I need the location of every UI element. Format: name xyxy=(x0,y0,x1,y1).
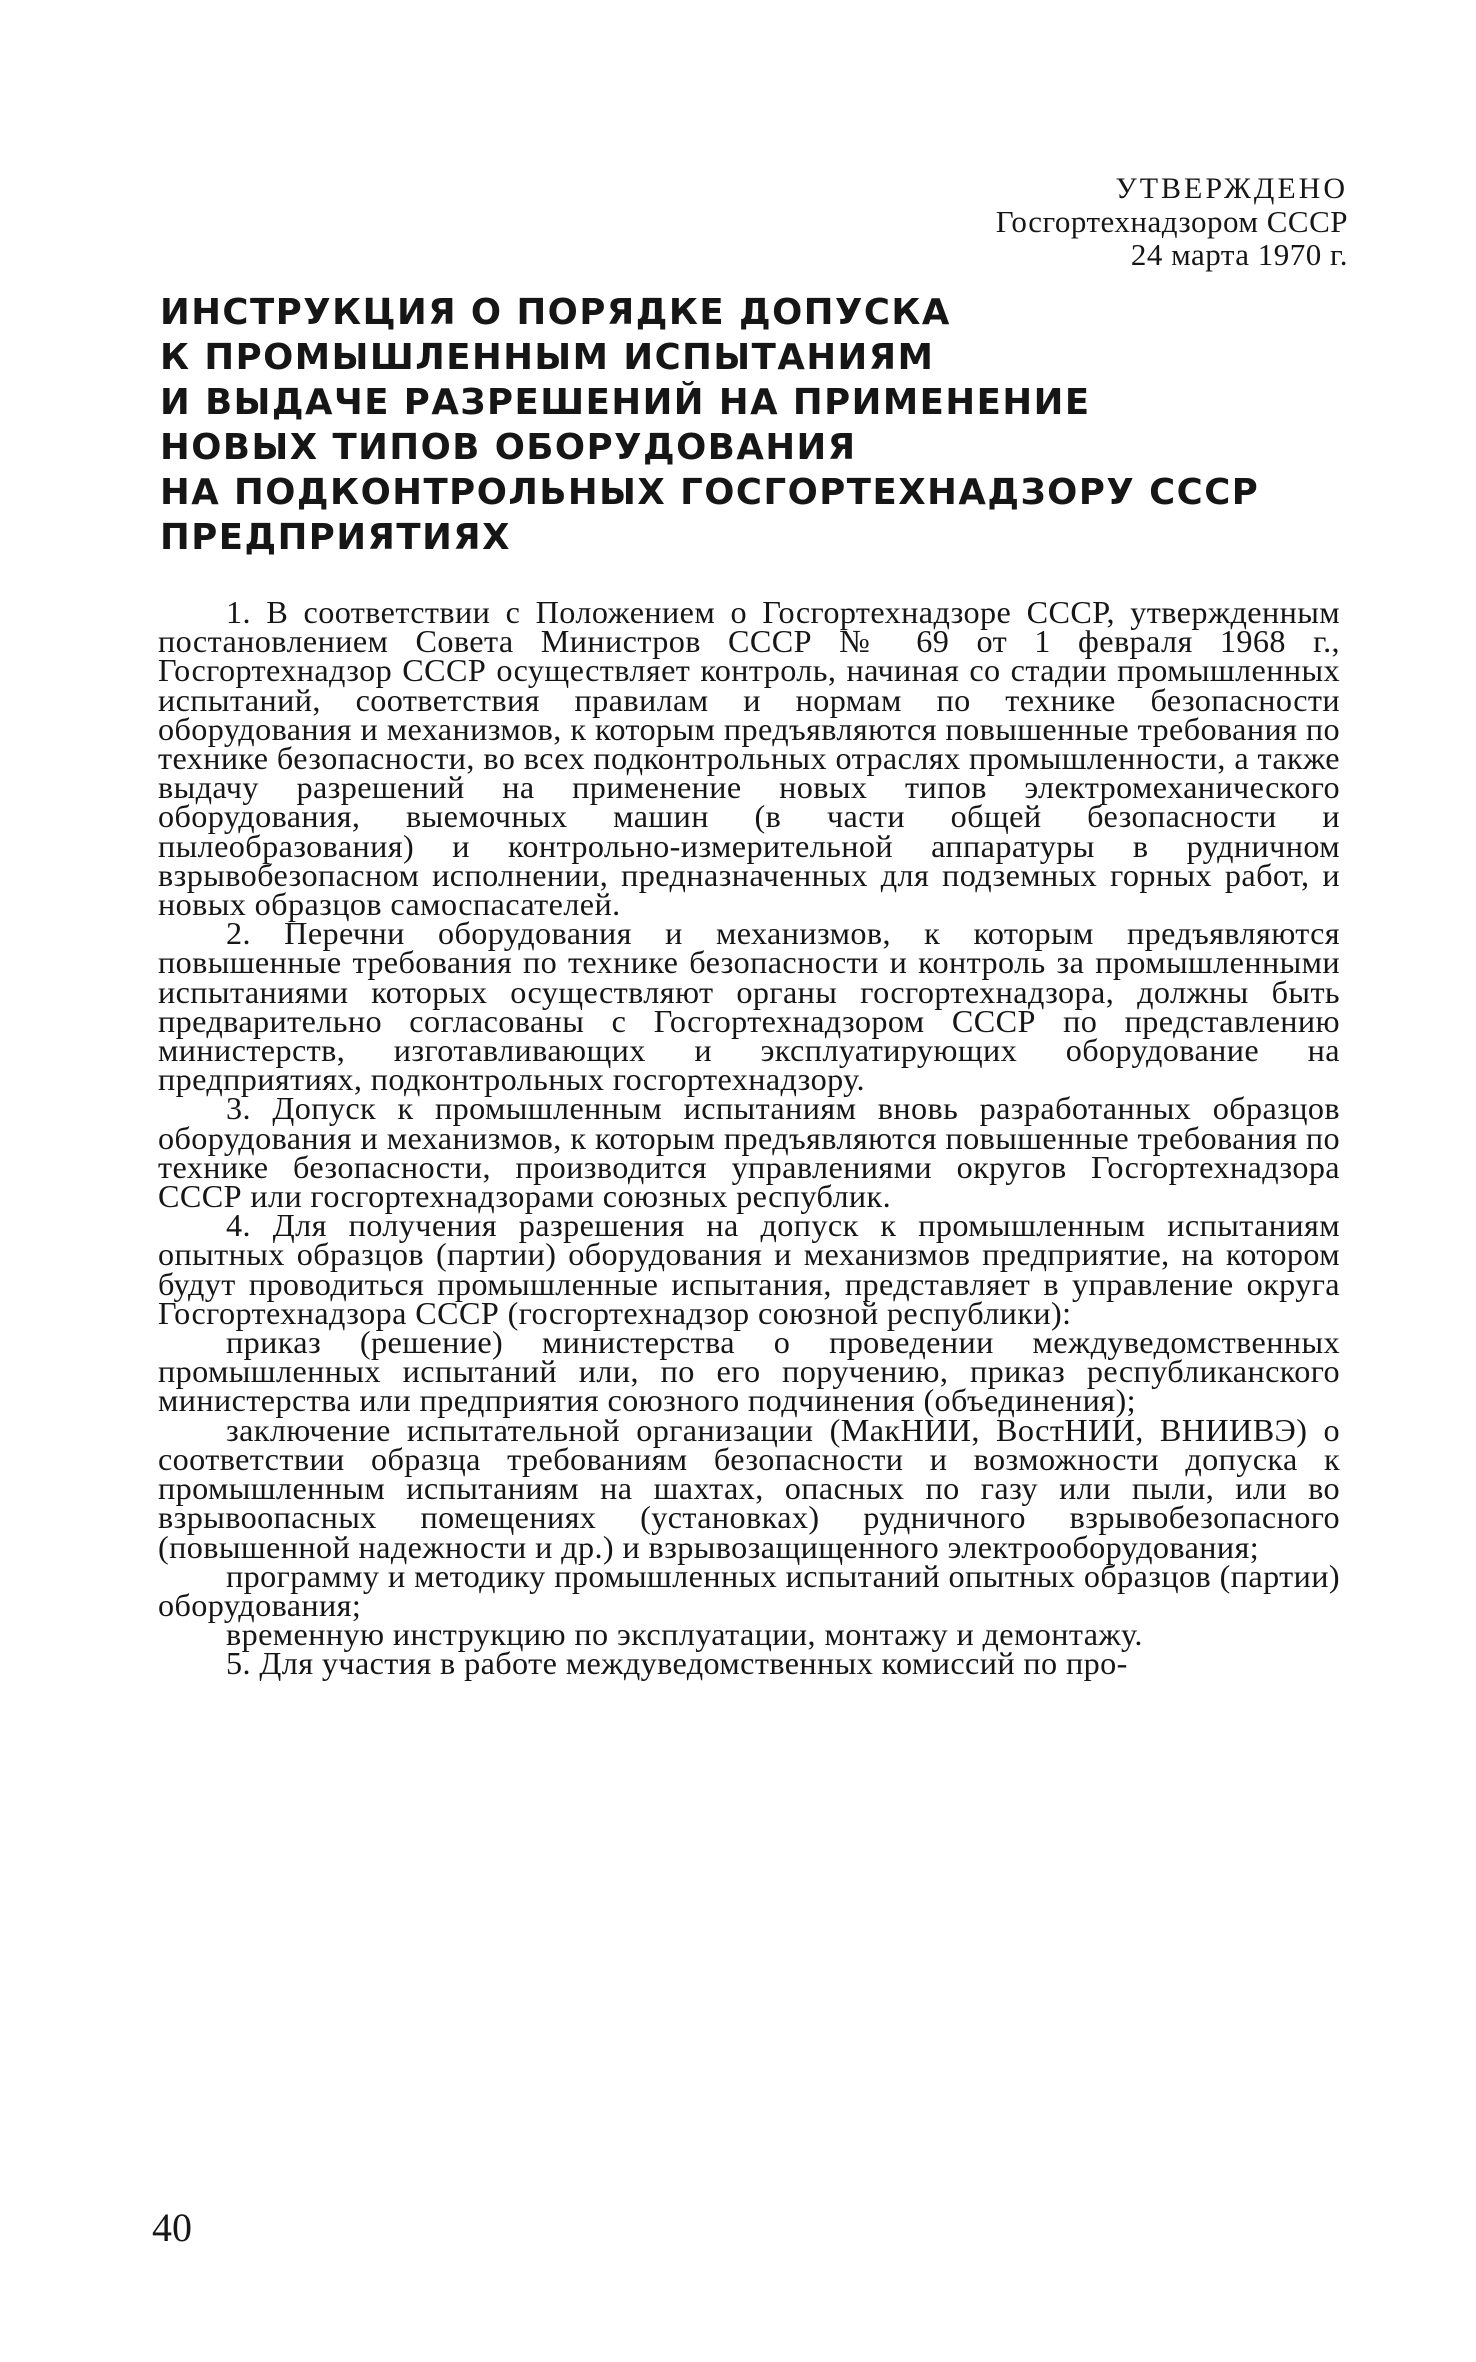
paragraph-1: 1. В соответствии с Положением о Госгортехнадзоре СССР, утвержденным постановлением Совета Министров СССР № 69 от 1 февраля 1968 г., Госгортехнадзор СССР осуществляет контроль, начиная со стадии промышленных испытаний, соответствия правилам и нормам по технике безопасности оборудования и механизмов, к которым предъявляются повышенные требования по технике безопасности, во всех подконтрольных отраслях промышленности, а также выдачу разрешений на применение новых типов электромеханического оборудования, выемочных машин (в части общей безопасности и пылеобразования) и контрольно-измерительной аппаратуры в рудничном взрывобезопасном исполнении, предназначенных для подземных горных работ, и новых образцов самоспасателей. xyxy=(158,594,1340,923)
title-line: НА ПОДКОНТРОЛЬНЫХ ГОСГОРТЕХНАДЗОРУ СССР xyxy=(160,472,1260,513)
title-line: ИНСТРУКЦИЯ О ПОРЯДКЕ ДОПУСКА xyxy=(160,292,951,333)
title-line: К ПРОМЫШЛЕННЫМ ИСПЫТАНИЯМ xyxy=(160,337,935,378)
paragraph-4-item-conclusion: заключение испытательной организации (МакНИИ, ВостНИИ, ВНИИВЭ) о соответствии образца требованиям безопасности и возможности допуска к промышленным испытаниям на шахтах, опасных по газу или пыли, или во взрывоопасных помещениях (установках) рудничного взрывобезопасного (повышенной надежности и др.) и взрывозащищенного электрооборудования; xyxy=(158,1411,1340,1565)
paragraph-4: 4. Для получения разрешения на допуск к промышленным испытаниям опытных образцов (партии) оборудования и механизмов предприятие, на котором будут проводиться промышленные испытания, представляет в управление округа Госгортехнадзора СССР (госгортехнадзор союзной республики): xyxy=(158,1207,1340,1331)
document-body xyxy=(158,594,1340,1682)
title-line: ПРЕДПРИЯТИЯХ xyxy=(160,517,512,558)
approval-line-3: 24 марта 1970 г. xyxy=(1130,237,1348,272)
approval-line-2: Госгортехнадзором СССР xyxy=(995,204,1348,239)
paragraph-4-item-order: приказ (решение) министерства о проведении междуведомственных промышленных испытаний или, по его поручению, приказ республиканского министерства или предприятия союзного подчинения (объединения); xyxy=(158,1324,1340,1419)
paragraph-3: 3. Допуск к промышленным испытаниям вновь разработанных образцов оборудования и механизмов, к которым предъявляются повышенные требования по технике безопасности, производится управлениями округов Госгортехнадзора СССР или госгортехнадзорами союзных республик. xyxy=(158,1090,1340,1215)
title-line: НОВЫХ ТИПОВ ОБОРУДОВАНИЯ xyxy=(160,427,857,468)
page-number: 40 xyxy=(152,2205,192,2250)
document-title xyxy=(160,290,1360,560)
paragraph-4-item-instruction: временную инструкцию по эксплуатации, монтажу и демонтажу. xyxy=(226,1616,1143,1653)
approval-line-1: УТВЕРЖДЕНО xyxy=(1115,172,1348,205)
paragraph-4-item-program: программу и методику промышленных испытаний опытных образцов (партии) оборудования; xyxy=(158,1557,1340,1623)
approval-stamp xyxy=(996,172,1348,271)
paragraph-2: 2. Перечни оборудования и механизмов, к которым предъявляются повышенные требования по технике безопасности и контроль за промышленными испытаниями которых осуществляют органы госгортехнадзора, должны быть предварительно согласованы с Госгортехнадзором СССР по представлению министерств, изготавливающих и эксплуатирующих оборудование на предприятиях, подконтрольных госгортехнадзору. xyxy=(158,915,1340,1098)
title-line: И ВЫДАЧЕ РАЗРЕШЕНИЙ НА ПРИМЕНЕНИЕ xyxy=(160,382,1091,423)
paragraph-5: 5. Для участия в работе междуведомственных комиссий по про- xyxy=(226,1645,1128,1682)
